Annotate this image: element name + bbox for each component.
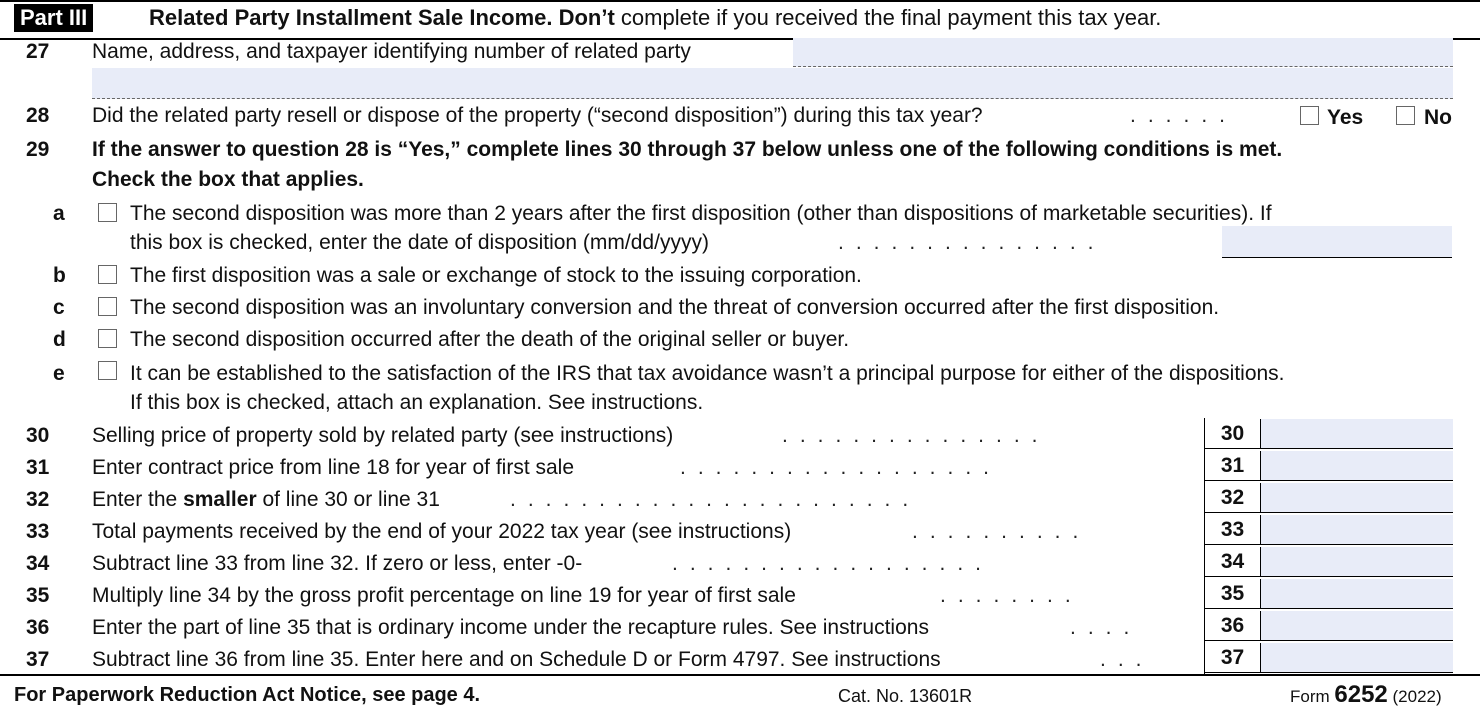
line-33-amount-field[interactable] [1260, 515, 1453, 545]
line-28-yes-label: Yes [1327, 106, 1364, 129]
line-27-label: Name, address, and taxpayer identifying number of related party [92, 40, 691, 63]
line-29e-label-2: If this box is checked, attach an explanation. See instructions. [130, 391, 704, 414]
line-32-leader: ....................... [510, 488, 921, 511]
form-word: Form [1290, 687, 1335, 706]
line-35-label: Multiply line 34 by the gross profit percentage on line 19 for year of first sale [92, 584, 796, 607]
line-31-box-number: 31 [1204, 451, 1260, 481]
paperwork-notice: For Paperwork Reduction Act Notice, see page 4. [14, 684, 481, 706]
line-36-box-number: 36 [1204, 611, 1260, 641]
line-30-box-number: 30 [1204, 419, 1260, 449]
part-title-bold: Related Party Installment Sale Income. Don’t [149, 5, 615, 30]
line-29a-label-2: this box is checked, enter the date of disposition (mm/dd/yyyy) [130, 231, 709, 254]
line-28-leader: ...... [1130, 104, 1238, 127]
line-28-no-checkbox[interactable] [1396, 106, 1415, 125]
line-32-label [92, 486, 440, 514]
line-29d-checkbox[interactable] [98, 329, 117, 348]
line-29a-letter: a [53, 202, 65, 225]
line-29b-letter: b [53, 264, 66, 287]
line-34-amount-field[interactable] [1260, 547, 1453, 577]
form-identifier [1290, 682, 1442, 710]
line-37-leader: ... [1100, 648, 1154, 671]
line-32-amount-field[interactable] [1260, 483, 1453, 513]
line-30-leader: ............... [782, 424, 1050, 447]
line-34-leader: .................. [672, 552, 994, 575]
line-34-number: 34 [26, 552, 50, 575]
line-30-label: Selling price of property sold by related party (see instructions) [92, 424, 674, 447]
line-36-leader: .... [1070, 616, 1142, 639]
line-36-amount-field[interactable] [1260, 611, 1453, 641]
line-37-amount-field[interactable] [1260, 643, 1453, 673]
line-34-box-number: 34 [1204, 547, 1260, 577]
line-31-leader: .................. [680, 456, 1002, 479]
line-29a-label: The second disposition was more than 2 years after the first disposition (other than dispositions of marketable securities). If [130, 202, 1272, 225]
line-28-number: 28 [26, 104, 50, 127]
line-33-box-number: 33 [1204, 515, 1260, 545]
line-29e-checkbox[interactable] [98, 361, 117, 380]
line-35-amount-field[interactable] [1260, 579, 1453, 609]
part-tag: Part III [14, 4, 93, 32]
line-32-number: 32 [26, 488, 50, 511]
related-party-name-field[interactable] [793, 38, 1453, 67]
line-29d-letter: d [53, 328, 66, 351]
line-29-number: 29 [26, 138, 50, 161]
line-35-box-number: 35 [1204, 579, 1260, 609]
form-number: 6252 [1334, 681, 1388, 708]
line-31-amount-field[interactable] [1260, 451, 1453, 481]
line-29b-checkbox[interactable] [98, 265, 117, 284]
line-36-label: Enter the part of line 35 that is ordinary income under the recapture rules. See instructions [92, 616, 929, 639]
line-33-number: 33 [26, 520, 50, 543]
line-29e-label: It can be established to the satisfaction of the IRS that tax avoidance wasn’t a principal purpose for either of the dispositions. [130, 362, 1285, 385]
line-28-no-label: No [1424, 106, 1452, 129]
line-29e-letter: e [53, 362, 65, 385]
line-33-label: Total payments received by the end of your 2022 tax year (see instructions) [92, 520, 792, 543]
line-34-label: Subtract line 33 from line 32. If zero or less, enter -0- [92, 552, 583, 575]
line-29d-label: The second disposition occurred after the death of the original seller or buyer. [130, 328, 850, 351]
line-29c-letter: c [53, 296, 65, 319]
line-32-label-c: of line 30 or line 31 [256, 488, 440, 511]
line-29-instruction: If the answer to question 28 is “Yes,” complete lines 30 through 37 below unless one of the following conditions is met. [92, 138, 1283, 161]
line-30-number: 30 [26, 424, 50, 447]
line-29a-leader: ............... [838, 231, 1106, 254]
line-29c-checkbox[interactable] [98, 297, 117, 316]
line-31-number: 31 [26, 456, 50, 479]
line-37-number: 37 [26, 648, 50, 671]
line-27-number: 27 [26, 40, 50, 63]
disposition-date-field[interactable] [1222, 226, 1452, 258]
footer-rule [0, 674, 1480, 676]
line-31-label: Enter contract price from line 18 for year of first sale [92, 456, 575, 479]
form-year: (2022) [1387, 687, 1442, 706]
line-32-box-number: 32 [1204, 483, 1260, 513]
line-29a-checkbox[interactable] [98, 203, 117, 222]
line-32-label-b: smaller [183, 488, 257, 511]
line-29b-label: The first disposition was a sale or exchange of stock to the issuing corporation. [130, 264, 862, 287]
catalog-number: Cat. No. 13601R [838, 686, 973, 706]
line-33-leader: .......... [912, 520, 1091, 543]
part-title-rest: complete if you received the final payment this tax year. [614, 5, 1162, 30]
line-32-label-a: Enter the [92, 488, 184, 511]
line-37-box-number: 37 [1204, 643, 1260, 673]
part-title [149, 4, 1161, 32]
line-28-label: Did the related party resell or dispose of the property (“second disposition”) during this tax year? [92, 104, 983, 127]
line-37-label: Subtract line 36 from line 35. Enter here and on Schedule D or Form 4797. See instructions [92, 648, 941, 671]
line-35-leader: ........ [940, 584, 1083, 607]
related-party-address-field[interactable] [92, 68, 1453, 99]
line-36-number: 36 [26, 616, 50, 639]
line-28-yes-checkbox[interactable] [1300, 106, 1319, 125]
line-30-amount-field[interactable] [1260, 419, 1453, 449]
line-29-instruction-2: Check the box that applies. [92, 168, 364, 191]
line-35-number: 35 [26, 584, 50, 607]
line-29c-label: The second disposition was an involuntary conversion and the threat of conversion occurred after the first disposition. [130, 296, 1220, 319]
